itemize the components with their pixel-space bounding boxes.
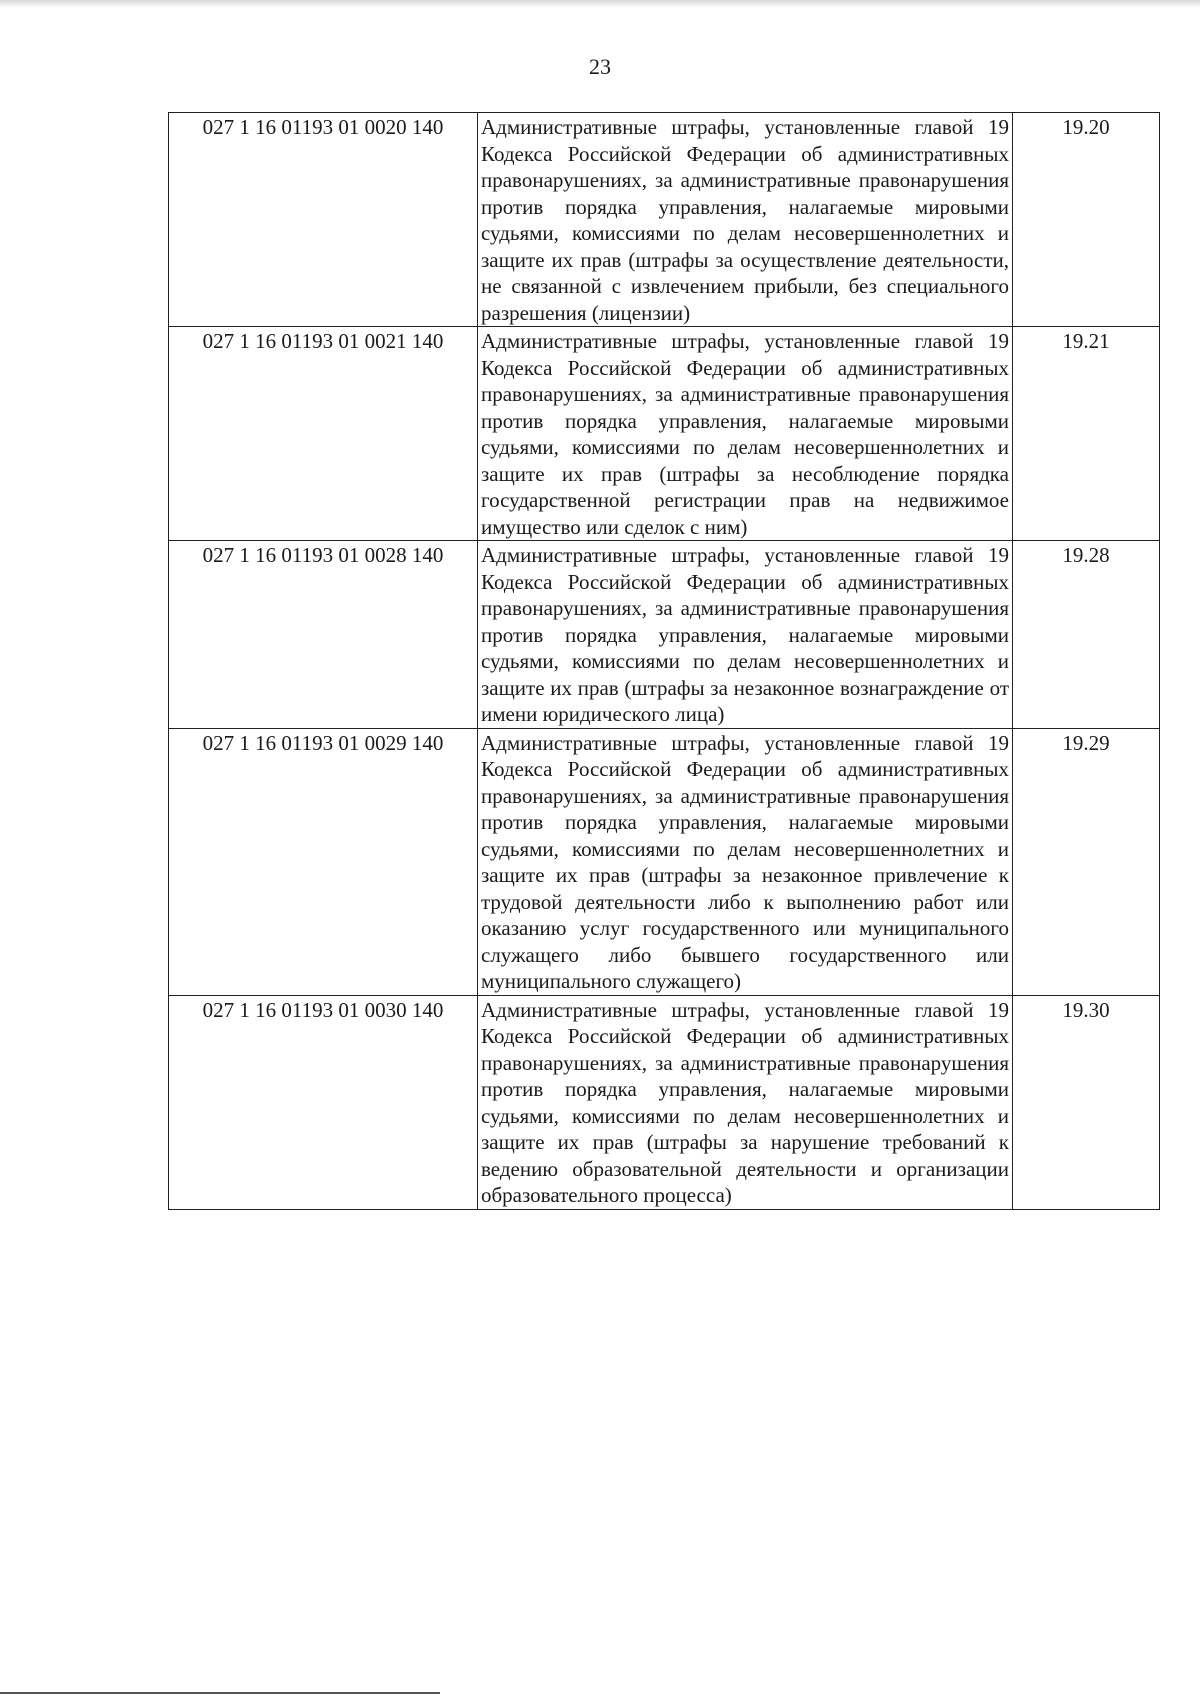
article-cell: 19.20 xyxy=(1013,113,1160,327)
description-cell: Административные штрафы, установленные главой 19 Кодекса Российской Федерации об административных правонарушениях, за административные правонарушения против порядка управления, налагаемые мировыми судьями, комиссиями по делам несовершеннолетних и защите их прав (штрафы за незаконное привлечение к трудовой деятельности либо к выполнению работ или оказанию услуг государственного или муниципального служащего либо бывшего государственного или муниципального служащего) xyxy=(478,728,1013,995)
budget-code-cell: 027 1 16 01193 01 0028 140 xyxy=(169,541,478,729)
scan-top-edge xyxy=(0,0,1200,8)
fines-table xyxy=(168,112,1160,1210)
budget-code-cell: 027 1 16 01193 01 0021 140 xyxy=(169,327,478,541)
article-cell: 19.21 xyxy=(1013,327,1160,541)
description-cell: Административные штрафы, установленные главой 19 Кодекса Российской Федерации об административных правонарушениях, за административные правонарушения против порядка управления, налагаемые мировыми судьями, комиссиями по делам несовершеннолетних и защите их прав (штрафы за осуществление деятельности, не связанной с извлечением прибыли, без специального разрешения (лицензии) xyxy=(478,113,1013,327)
scan-bottom-line xyxy=(0,1692,440,1694)
page-number: 23 xyxy=(589,54,611,79)
description-cell: Административные штрафы, установленные главой 19 Кодекса Российской Федерации об административных правонарушениях, за административные правонарушения против порядка управления, налагаемые мировыми судьями, комиссиями по делам несовершеннолетних и защите их прав (штрафы за нарушение требований к ведению образовательной деятельности и организации образовательного процесса) xyxy=(478,995,1013,1209)
article-cell: 19.30 xyxy=(1013,995,1160,1209)
table-row xyxy=(169,327,1160,541)
budget-code-cell: 027 1 16 01193 01 0030 140 xyxy=(169,995,478,1209)
article-cell: 19.29 xyxy=(1013,728,1160,995)
table-row xyxy=(169,541,1160,729)
table-row xyxy=(169,728,1160,995)
description-cell: Административные штрафы, установленные главой 19 Кодекса Российской Федерации об административных правонарушениях, за административные правонарушения против порядка управления, налагаемые мировыми судьями, комиссиями по делам несовершеннолетних и защите их прав (штрафы за незаконное вознаграждение от имени юридического лица) xyxy=(478,541,1013,729)
article-cell: 19.28 xyxy=(1013,541,1160,729)
budget-code-cell: 027 1 16 01193 01 0029 140 xyxy=(169,728,478,995)
table-row xyxy=(169,113,1160,327)
table-row xyxy=(169,995,1160,1209)
description-cell: Административные штрафы, установленные главой 19 Кодекса Российской Федерации об административных правонарушениях, за административные правонарушения против порядка управления, налагаемые мировыми судьями, комиссиями по делам несовершеннолетних и защите их прав (штрафы за несоблюдение порядка государственной регистрации прав на недвижимое имущество или сделок с ним) xyxy=(478,327,1013,541)
budget-code-cell: 027 1 16 01193 01 0020 140 xyxy=(169,113,478,327)
